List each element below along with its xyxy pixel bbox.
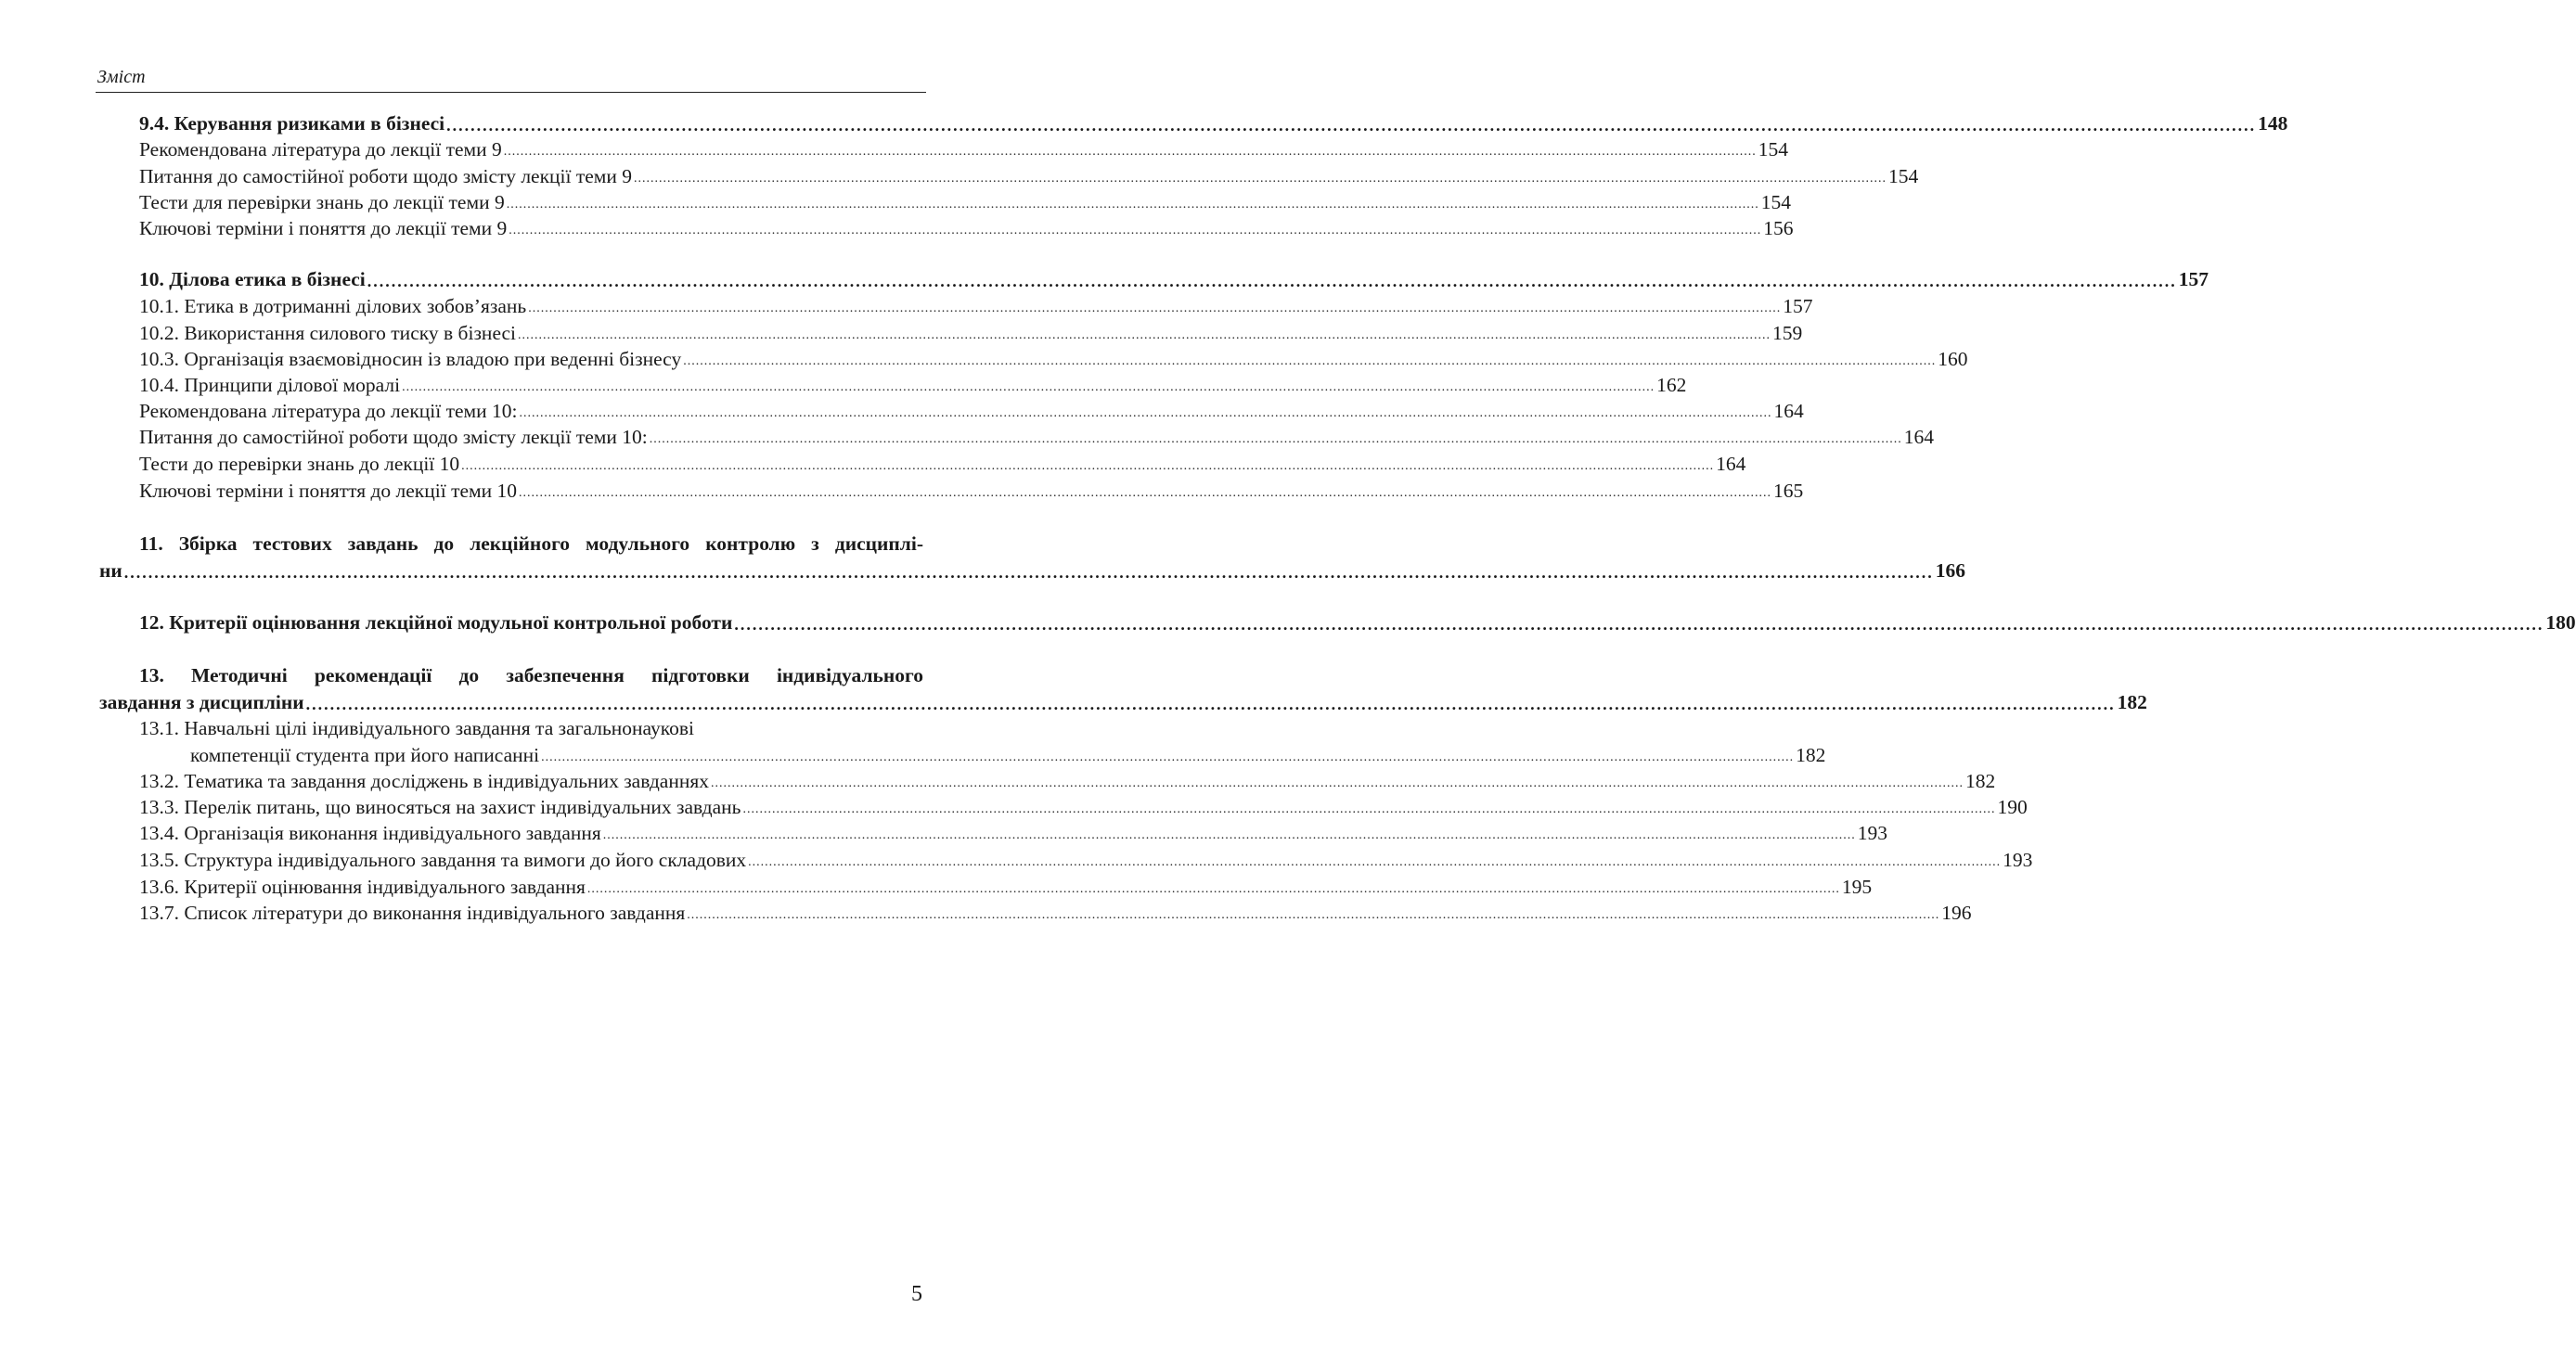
- toc-entry[interactable]: [139, 768, 1996, 794]
- toc-entry-title: 12. Критерії оцінювання лекційної модульної контрольної роботи: [139, 611, 733, 634]
- toc-entry-title: завдання з дисципліни: [99, 690, 304, 713]
- toc-entry-page: 148: [2258, 112, 2288, 135]
- toc-entry-page: 196: [1941, 902, 1972, 924]
- toc-entry-page: 182: [1796, 743, 1826, 766]
- toc-entry-title: 10. Ділова етика в бізнесі: [139, 268, 366, 290]
- toc-entry-page: 154: [1760, 191, 1791, 213]
- toc-entry-line[interactable]: 11. Збірка тестових завдань до лекційного модульного контролю з дисциплі-: [139, 532, 923, 555]
- toc-entry[interactable]: [139, 451, 1746, 477]
- toc-entry-page: 165: [1773, 480, 1804, 502]
- toc-entry-line[interactable]: 13.1. Навчальні цілі індивідуального завдання та загальнонаукові: [139, 717, 694, 739]
- toc-entry-page: 160: [1938, 348, 1968, 370]
- toc-entry-title: 13.5. Структура індивідуального завдання та вимоги до його складових: [139, 849, 747, 871]
- toc-entry-page: 164: [1716, 453, 1746, 475]
- dot-leader: ............................................................................................................................................................................................................................................................................................................: [602, 828, 1856, 842]
- toc-entry-page: 166: [1935, 558, 1966, 582]
- dot-leader: ............................................................................................................................................................................................................................................................................................................: [518, 328, 1771, 342]
- toc-entry-page: 182: [1964, 770, 1996, 792]
- dot-leader: ............................................................................................................................................................................................................................................................................................................: [305, 694, 2116, 713]
- dot-leader: ............................................................................................................................................................................................................................................................................................................: [123, 562, 1934, 582]
- toc-entry-page: 157: [1783, 295, 1813, 317]
- toc-entry[interactable]: [139, 136, 1789, 162]
- dot-leader: ............................................................................................................................................................................................................................................................................................................: [506, 198, 1759, 212]
- toc-entry-title: Питання до самостійної роботи щодо змісту лекції теми 10:: [139, 426, 648, 448]
- toc-entry-page: 190: [1997, 796, 2028, 818]
- toc-entry[interactable]: [139, 266, 2209, 292]
- dot-leader: ............................................................................................................................................................................................................................................................................................................: [509, 224, 1762, 237]
- toc-entry[interactable]: [139, 478, 1804, 504]
- toc-entry-title: ни: [99, 558, 122, 582]
- toc-entry[interactable]: [139, 900, 1972, 926]
- dot-leader: ............................................................................................................................................................................................................................................................................................................: [687, 908, 1940, 922]
- toc-entry-page: 164: [1903, 426, 1935, 448]
- toc-entry-page: 180: [2545, 611, 2576, 634]
- toc-entry-page: 195: [1841, 876, 1873, 898]
- toc-entry-title: Ключові терміни і поняття до лекції теми 9: [139, 217, 508, 239]
- toc-entry-title: 13.4. Організація виконання індивідуального завдання: [139, 822, 601, 844]
- toc-entry-page: 154: [1758, 138, 1789, 160]
- toc-entry[interactable]: [139, 293, 1813, 319]
- toc-entry-title: Рекомендована література до лекції теми 9: [139, 138, 502, 160]
- toc-entry[interactable]: [139, 820, 1888, 846]
- toc-entry-title: 10.1. Етика в дотриманні ділових зобов’язань: [139, 295, 527, 317]
- dot-leader: ............................................................................................................................................................................................................................................................................................................: [519, 486, 1772, 500]
- toc-entry[interactable]: [139, 874, 1873, 900]
- dot-leader: ............................................................................................................................................................................................................................................................................................................: [742, 802, 1996, 816]
- toc-entry[interactable]: [139, 424, 1935, 450]
- toc-entry[interactable]: [139, 189, 1791, 215]
- toc-entry-title: Тести до перевірки знань до лекції 10: [139, 453, 460, 475]
- toc-entry[interactable]: [139, 794, 2028, 820]
- toc-entry-page: 164: [1773, 400, 1804, 422]
- toc-entry-title: 10.3. Організація взаємовідносин із владою при веденні бізнесу: [139, 348, 682, 370]
- toc-entry-page: 154: [1888, 165, 1919, 187]
- dot-leader: ............................................................................................................................................................................................................................................................................................................: [734, 615, 2544, 634]
- toc-entry-page: 162: [1656, 374, 1687, 396]
- toc-entry[interactable]: [139, 609, 2576, 635]
- toc-entry-title: 13.3. Перелік питань, що виносяться на захист індивідуальних завдань: [139, 796, 741, 818]
- toc-entry-title: Ключові терміни і поняття до лекції теми 10: [139, 480, 518, 502]
- toc-entry-page: 156: [1763, 217, 1794, 239]
- toc-entry[interactable]: [139, 163, 1919, 189]
- toc-entry-title: компетенції студента при його написанні: [190, 743, 540, 766]
- toc-entry[interactable]: [190, 742, 1826, 768]
- toc-entry[interactable]: [139, 372, 1687, 398]
- toc-entry[interactable]: [139, 320, 1803, 346]
- dot-leader: ............................................................................................................................................................................................................................................................................................................: [367, 272, 2177, 290]
- toc-entry-title: 13.7. Список літератури до виконання індивідуального завдання: [139, 902, 686, 924]
- toc-entry-title: 10.4. Принципи ділової моралі: [139, 374, 401, 396]
- toc-entry[interactable]: [99, 689, 2147, 715]
- header-rule: [96, 92, 926, 93]
- toc-entry-title: Питання до самостійної роботи щодо змісту лекції теми 9: [139, 165, 633, 187]
- toc-entry-title: Рекомендована література до лекції теми 10:: [139, 400, 518, 422]
- dot-leader: ............................................................................................................................................................................................................................................................................................................: [519, 406, 1772, 420]
- dot-leader: ............................................................................................................................................................................................................................................................................................................: [461, 459, 1715, 473]
- toc-entry-page: 193: [1857, 822, 1888, 844]
- toc-entry-title: Тести для перевірки знань до лекції теми 9: [139, 191, 505, 213]
- page-number: 5: [911, 1282, 922, 1306]
- toc-entry[interactable]: [139, 215, 1794, 241]
- dot-leader: ............................................................................................................................................................................................................................................................................................................: [586, 882, 1840, 896]
- toc-entry[interactable]: [139, 398, 1804, 424]
- toc-entry-title: 13.2. Тематика та завдання досліджень в індивідуальних завданнях: [139, 770, 709, 792]
- dot-leader: ............................................................................................................................................................................................................................................................................................................: [528, 301, 1782, 315]
- toc-entry[interactable]: [139, 110, 2288, 136]
- dot-leader: ............................................................................................................................................................................................................................................................................................................: [541, 750, 1795, 764]
- toc-entry[interactable]: [139, 346, 1968, 372]
- dot-leader: ............................................................................................................................................................................................................................................................................................................: [683, 354, 1937, 368]
- dot-leader: ............................................................................................................................................................................................................................................................................................................: [402, 380, 1655, 394]
- toc-entry-page: 193: [2003, 849, 2033, 871]
- toc-entry-page: 157: [2178, 268, 2209, 290]
- toc-entry-title: 13.6. Критерії оцінювання індивідуального завдання: [139, 876, 586, 898]
- toc-entry-title: 9.4. Керування ризиками в бізнесі: [139, 112, 445, 135]
- toc-entry-line[interactable]: 13. Методичні рекомендації до забезпечення підготовки індивідуального: [139, 664, 923, 686]
- dot-leader: ............................................................................................................................................................................................................................................................................................................: [634, 172, 1887, 186]
- toc-entry[interactable]: [139, 847, 2033, 873]
- dot-leader: ............................................................................................................................................................................................................................................................................................................: [748, 855, 2002, 869]
- dot-leader: ............................................................................................................................................................................................................................................................................................................: [649, 432, 1902, 446]
- toc-entry-title: 10.2. Використання силового тиску в бізнесі: [139, 322, 517, 344]
- toc-entry[interactable]: [99, 558, 1966, 583]
- toc-entry-page: 159: [1772, 322, 1803, 344]
- running-head: Зміст: [97, 67, 146, 87]
- dot-leader: ............................................................................................................................................................................................................................................................................................................: [503, 145, 1757, 159]
- dot-leader: ............................................................................................................................................................................................................................................................................................................: [710, 776, 1964, 790]
- dot-leader: ............................................................................................................................................................................................................................................................................................................: [446, 116, 2257, 135]
- toc-entry-page: 182: [2117, 690, 2147, 713]
